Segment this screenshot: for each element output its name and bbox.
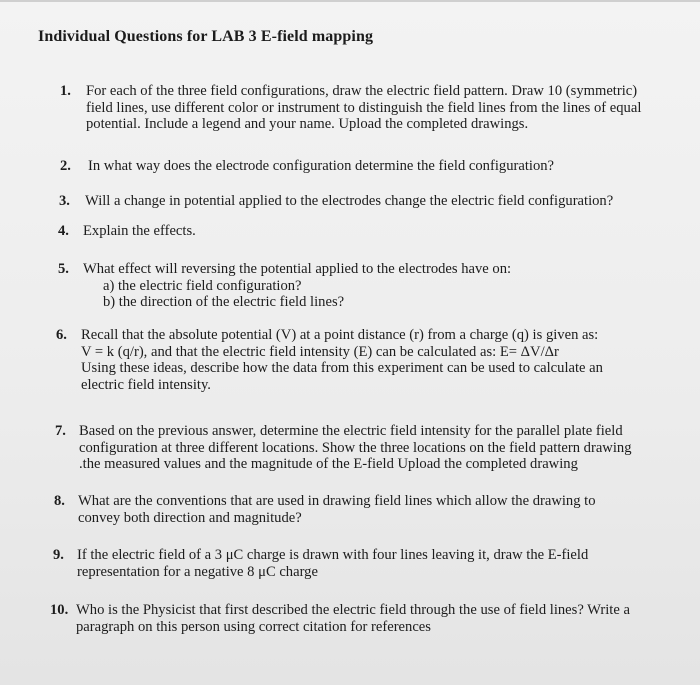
question-number: 5. — [58, 261, 69, 277]
question-text: field lines, use different color or instrument to distinguish the field lines from the lines of equal — [86, 99, 642, 116]
question-text: representation for a negative 8 μC charge — [77, 563, 318, 580]
question-number: 3. — [59, 193, 70, 209]
sub-question-a: a) the electric field configuration? — [103, 277, 302, 294]
sub-question-b: b) the direction of the electric field lines? — [103, 294, 345, 310]
question-text: In what way does the electrode configuration determine the field configuration? — [88, 158, 555, 174]
question-text: Recall that the absolute potential (V) at a point distance (r) from a charge (q) is given as: — [81, 327, 599, 343]
question-text: What are the conventions that are used in drawing field lines which allow the drawing to — [78, 493, 596, 509]
question-number: 6. — [56, 327, 67, 343]
question-text: electric field intensity. — [81, 376, 211, 393]
question-text: potential. Include a legend and your name. Upload the completed drawings. — [86, 116, 529, 132]
question-text: Who is the Physicist that first described the electric field through the use of field lines? Write a — [76, 602, 630, 618]
document-title: Individual Questions for LAB 3 E-field mapping — [38, 28, 374, 45]
question-text: convey both direction and magnitude? — [78, 509, 302, 526]
formula-text: V = k (q/r), and that the electric field intensity (E) can be calculated as: E= ΔV/Δr — [81, 343, 559, 360]
question-number: 9. — [53, 547, 64, 563]
question-number: 2. — [60, 158, 71, 174]
question-text: Using these ideas, describe how the data from this experiment can be used to calculate an — [81, 360, 603, 376]
question-number: 4. — [58, 223, 69, 239]
question-text: configuration at three different locations. Show the three locations on the field pattern drawing — [79, 439, 632, 456]
question-text: .the measured values and the magnitude of the E-field Upload the completed drawing — [79, 456, 578, 472]
question-text: paragraph on this person using correct citation for references — [76, 618, 431, 635]
question-text: What effect will reversing the potential applied to the electrodes have on: — [83, 261, 512, 277]
question-number: 1. — [60, 83, 71, 99]
question-number: 8. — [54, 493, 65, 509]
question-text: Based on the previous answer, determine the electric field intensity for the parallel plate field — [79, 423, 623, 439]
question-number: 10. — [50, 602, 69, 618]
question-text: For each of the three field configurations, draw the electric field pattern. Draw 10 (symmetric) — [86, 83, 638, 99]
question-number: 7. — [55, 423, 66, 439]
question-text: Explain the effects. — [83, 223, 196, 239]
question-text: Will a change in potential applied to the electrodes change the electric field configuration? — [85, 193, 614, 209]
question-text: If the electric field of a 3 μC charge is drawn with four lines leaving it, draw the E-field — [77, 547, 589, 563]
